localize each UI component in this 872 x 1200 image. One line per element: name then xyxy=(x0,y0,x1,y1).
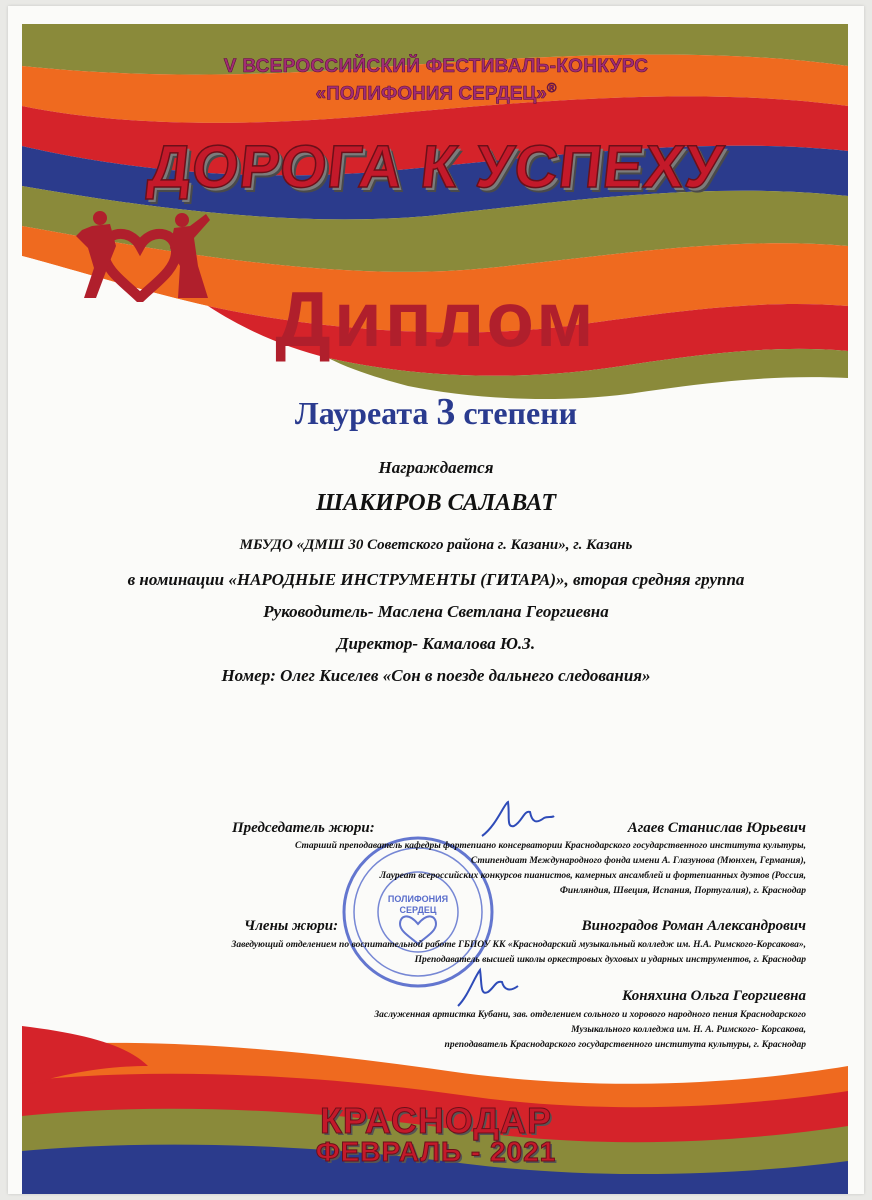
awarded-label: Награждается xyxy=(378,458,494,477)
festival-title-line2 xyxy=(8,80,864,105)
registered-mark: ® xyxy=(546,80,557,95)
slogan: ДОРОГА К УСПЕХУ xyxy=(144,133,728,200)
member2-desc-line: Заслуженная артистка Кубани, зав. отделением сольного и хорового народного пения Краснодарского xyxy=(374,1010,806,1020)
footer-city: КРАСНОДАР xyxy=(319,1100,553,1141)
diploma-sheet xyxy=(8,6,864,1194)
member2-desc-line: преподаватель Краснодарского государственного института культуры, г. Краснодар xyxy=(444,1040,806,1050)
chair-desc-line: Старший преподаватель кафедры фортепиано консерватории Краснодарского государственного института культуры, xyxy=(295,841,806,851)
jury-member2-name: Коняхина Ольга Георгиевна xyxy=(622,988,806,1004)
institution-line: МБУДО «ДМШ 30 Советского района г. Казани», г. Казань xyxy=(239,537,633,553)
jury-member1-name: Виноградов Роман Александрович xyxy=(581,918,806,934)
piece-line: Номер: Олег Киселев «Сон в поезде дальнего следования» xyxy=(221,666,651,685)
chair-desc-line: Стипендиат Международного фонда имени А. Глазунова (Мюнхен, Германия), xyxy=(470,856,806,866)
diploma-title: Диплом xyxy=(275,275,597,363)
member-signature-icon xyxy=(454,962,524,1012)
degree-number: 3 xyxy=(436,391,456,433)
director-line: Директор- Камалова Ю.З. xyxy=(336,634,536,653)
laureate-suffix: степени xyxy=(463,395,578,431)
stamp-text-1: ПОЛИФОНИЯ xyxy=(387,894,449,904)
jury-chair-name: Агаев Станислав Юрьевич xyxy=(627,820,806,836)
jury-chair-description xyxy=(166,839,806,899)
stamp-text-2: СЕРДЕЦ xyxy=(399,905,437,915)
supervisor-line: Руководитель- Маслена Светлана Георгиевна xyxy=(263,602,609,621)
chair-desc-line: Лауреат всероссийских конкурсов пианистов, камерных ансамблей и фортепианных дуэтов (Россия, xyxy=(379,871,806,881)
member2-desc-line: Музыкального колледжа им. Н. А. Римского- Корсакова, xyxy=(571,1025,806,1035)
footer-date: ФЕВРАЛЬ - 2021 xyxy=(315,1136,557,1167)
laureate-degree xyxy=(8,390,864,434)
festival-name: «ПОЛИФОНИЯ СЕРДЕЦ» xyxy=(315,83,547,105)
jury-chair-label: Председатель жюри: xyxy=(232,820,375,836)
member1-desc-line: Преподаватель высшей школы оркестровых духовых и ударных инструментов, г. Краснодар xyxy=(414,955,806,965)
laureate-prefix: Лауреата xyxy=(294,395,429,431)
jury-member1-description xyxy=(46,938,806,968)
member1-desc-line: Заведующий отделением по воспитательной работе ГБПОУ КК «Краснодарский музыкальный колледж им. Н.А. Римского-Корсакова», xyxy=(231,940,806,950)
jury-members-label: Члены жюри: xyxy=(244,918,339,934)
recipient-name: ШАКИРОВ САЛАВАТ xyxy=(315,490,557,516)
jury-member2-description xyxy=(166,1008,806,1053)
nomination-line: в номинации «НАРОДНЫЕ ИНСТРУМЕНТЫ (ГИТАРА)», вторая средняя группа xyxy=(127,570,745,589)
chair-desc-line: Финляндия, Швеция, Испания, Португалия), г. Краснодар xyxy=(559,886,806,896)
festival-title-line1: V ВСЕРОССИЙСКИЙ ФЕСТИВАЛЬ-КОНКУРС xyxy=(223,56,649,77)
